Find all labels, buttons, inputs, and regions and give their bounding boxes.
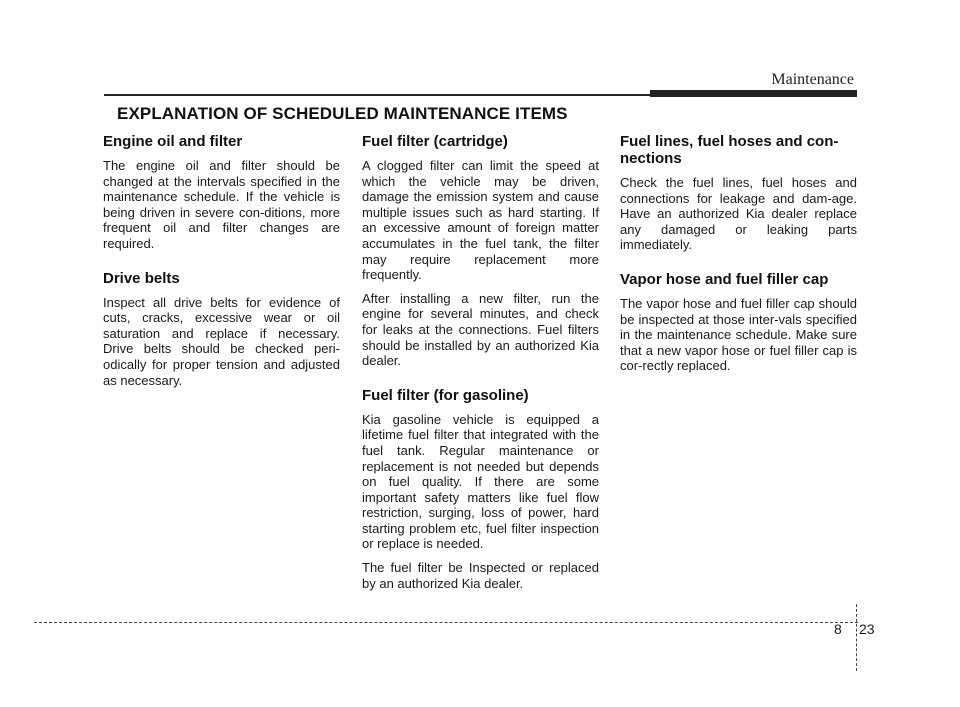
header-rule (104, 94, 654, 96)
heading-vapor-hose: Vapor hose and fuel filler cap (620, 270, 829, 288)
chapter-number: 8 (834, 621, 842, 637)
heading-engine-oil: Engine oil and filter (103, 133, 243, 150)
paragraph-vapor-hose: The vapor hose and fuel filler cap should be inspected at those inter-vals specified in the maintenance schedule. Make sure that a new vapor hose or fuel filler cap is cor-rectly replaced. (620, 295, 857, 374)
heading-fuel-lines: Fuel lines, fuel hoses and con-nections (620, 133, 839, 167)
paragraph-drive-belts: Inspect all drive belts for evidence of cuts, cracks, excessive wear or oil saturation and replace if necessary. Drive belts should be checked peri-odically for proper tension and adjusted as necessary. (103, 294, 340, 388)
paragraph-fuel-filter-cartridge-1: A clogged filter can limit the speed at which the vehicle may be driven, damage the emission system and cause multiple issues such as hard starting. If an excessive amount of foreign matter accumulates in the fuel tank, the filter may require replacement more frequently. (362, 158, 599, 283)
heading-fuel-filter-gasoline: Fuel filter (for gasoline) (362, 386, 529, 404)
page-number-divider (856, 604, 857, 671)
page-index: 23 (859, 621, 875, 637)
column-2 (362, 133, 599, 599)
heading-fuel-filter-cartridge: Fuel filter (cartridge) (362, 133, 508, 150)
column-1 (103, 133, 340, 396)
paragraph-engine-oil: The engine oil and filter should be changed at the intervals specified in the maintenance schedule. If the vehicle is being driven in severe con-ditions, more frequent oil and filter changes are required. (103, 158, 340, 251)
header-rule-accent (650, 90, 857, 97)
heading-drive-belts: Drive belts (103, 269, 180, 287)
footer-divider (34, 622, 858, 623)
paragraph-fuel-lines: Check the fuel lines, fuel hoses and connections for leakage and dam-age. Have an authorized Kia dealer replace any damaged or leaking parts immediately. (620, 175, 857, 253)
paragraph-fuel-filter-gasoline-1: Kia gasoline vehicle is equipped a lifetime fuel filter that integrated with the fuel tank. Regular maintenance or replacement is not needed but depends on fuel quality. If there are some important safety matters like fuel flow restriction, surging, loss of power, hard starting problem etc, fuel filter inspection or replace is needed. (362, 411, 599, 552)
paragraph-fuel-filter-gasoline-2: The fuel filter be Inspected or replaced by an authorized Kia dealer. (362, 560, 599, 591)
section-title: EXPLANATION OF SCHEDULED MAINTENANCE ITEMS (117, 104, 568, 123)
column-3 (620, 133, 857, 382)
header-title: Maintenance (771, 71, 854, 88)
page-number (834, 621, 875, 637)
paragraph-fuel-filter-cartridge-2: After installing a new filter, run the engine for several minutes, and check for leaks at the connections. Fuel filters should be installed by an authorized Kia dealer. (362, 290, 599, 369)
